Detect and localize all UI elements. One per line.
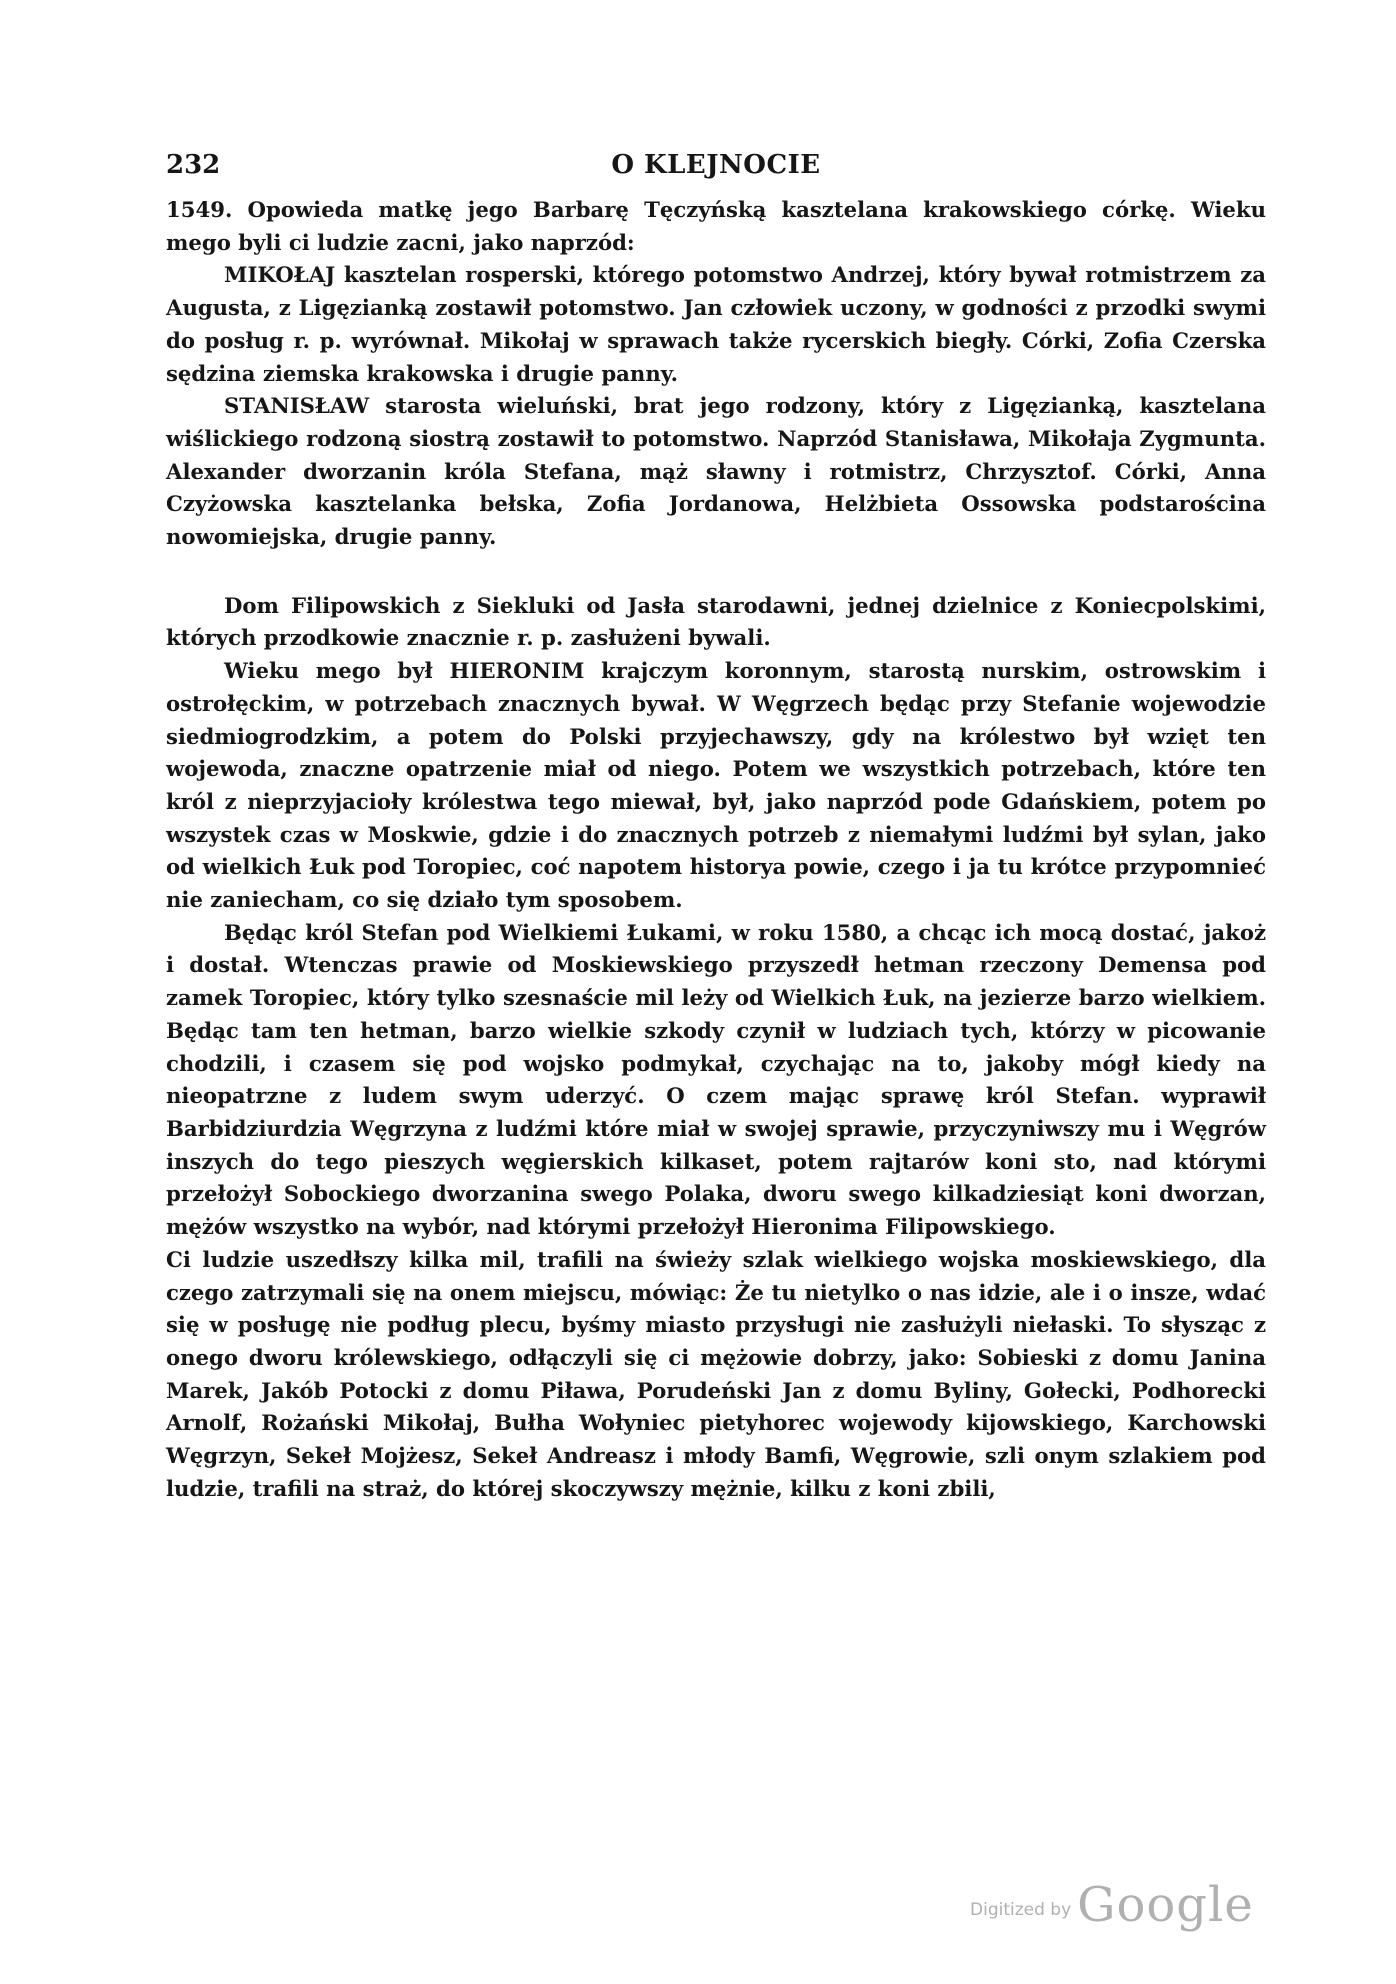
paragraph: Ci ludzie uszedłszy kilka mil, trafili na świeży szlak wielkiego wojska moskiewskiego, dla czego zatrzymali się na onem miejscu, mówiąc: Że tu nietylko o nas idzie, ale i o insze, wdać się w posługę nie podług plecu, byśmy miasto przysługi nie zasłużyli niełaski. To słysząc z onego dworu królewskiego, odłączyli się ci mężowie dobrzy, jako: Sobieski z domu Janina Marek, Jakób Potocki z domu Piława, Porudeński Jan z domu Byliny, Gołecki, Podhorecki Arnolf, Rożański Mikołaj, Bułha Wołyniec pietyhorec wojewody kijowskiego, Karchowski Węgrzyn, Sekeł Mojżesz, Sekeł Andreasz i młody Bamfi, Węgrowie, szli onym szlakiem pod ludzie, trafili na straż, do której skoczywszy mężnie, kilku z koni zbili, <box>166 1246 1266 1501</box>
body-text <box>166 194 1266 1505</box>
google-logo: Google <box>1077 1877 1254 1933</box>
book-page <box>166 150 1266 1505</box>
digitized-by-watermark <box>970 1877 1254 1933</box>
page-number: 232 <box>166 150 221 180</box>
running-title: O KLEJNOCIE <box>611 150 821 180</box>
paragraph: Dom Filipowskich z Siekluki od Jasła starodawni, jednej dzielnice z Koniecpolskimi, których przodkowie znacznie r. p. zasłużeni bywali. <box>166 592 1266 651</box>
paragraph: MIKOŁAJ kasztelan rosperski, którego potomstwo Andrzej, który bywał rotmistrzem za Augusta, z Ligęzianką zostawił potomstwo. Jan człowiek uczony, w godności z przodki swymi do posług r. p. wyrównał. Mikołaj w sprawach także rycerskich biegły. Córki, Zofia Czerska sędzina ziemska krakowska i drugie panny. <box>166 262 1266 386</box>
paragraph: STANISŁAW starosta wieluński, brat jego rodzony, który z Ligęzianką, kasztelana wiślickiego rodzoną siostrą zostawił to potomstwo. Naprzód Stanisława, Mikołaja Zygmunta. Alexander dworzanin króla Stefana, mąż sławny i rotmistrz, Chrzysztof. Córki, Anna Czyżowska kasztelanka bełska, Zofia Jordanowa, Helżbieta Ossowska podstarościna nowomiejska, drugie panny. <box>166 393 1266 550</box>
paragraph: Wieku mego był HIERONIM krajczym koronnym, starostą nurskim, ostrowskim i ostrołęckim, w potrzebach znacznych bywał. W Węgrzech będąc przy Stefanie wojewodzie siedmiogrodzkim, a potem do Polski przyjechawszy, gdy na królestwo był wzięt ten wojewoda, znaczne opatrzenie miał od niego. Potem we wszystkich potrzebach, które ten król z nieprzyjacioły królestwa tego miewał, był, jako naprzód pode Gdańskiem, potem po wszystek czas w Moskwie, gdzie i do znacznych potrzeb z niemałymi ludźmi był sylan, jako od wielkich Łuk pod Toropiec, coć napotem historya powie, czego i ja tu krótce przypomnieć nie zaniecham, co się działo tym sposobem. <box>166 658 1266 913</box>
paragraph: 1549. Opowieda matkę jego Barbarę Tęczyńską kasztelana krakowskiego córkę. Wieku mego byli ci ludzie zacni, jako naprzód: <box>166 197 1266 255</box>
paragraph: Będąc król Stefan pod Wielkiemi Łukami, w roku 1580, a chcąc ich mocą dostać, jakoż i dostał. Wtenczas prawie od Moskiewskiego przyszedł hetman rzeczony Demensa pod zamek Toropiec, który tylko szesnaście mil leży od Wielkich Łuk, na jezierze barzo wielkiem. Będąc tam ten hetman, barzo wielkie szkody czynił w ludziach tych, którzy w picowanie chodzili, i czasem się pod wojsko podmykał, czychając na to, jakoby mógł kiedy na nieopatrzne z ludem swym uderzyć. O czem mając sprawę król Stefan. wyprawił Barbidziurdzia Węgrzyna z ludźmi które miał w swojej sprawie, przyczyniwszy mu i Węgrów inszych do tego pieszych węgierskich kilkaset, potem rajtarów koni sto, nad którymi przełożył Sobockiego dworzanina swego Polaka, dworu swego kilkadziesiąt koni dworzan, mężów wszystko na wybór, nad którymi przełożył Hieronima Filipowskiego. <box>166 919 1266 1240</box>
running-head <box>166 150 1266 194</box>
digitized-label: Digitized by <box>970 1900 1072 1920</box>
